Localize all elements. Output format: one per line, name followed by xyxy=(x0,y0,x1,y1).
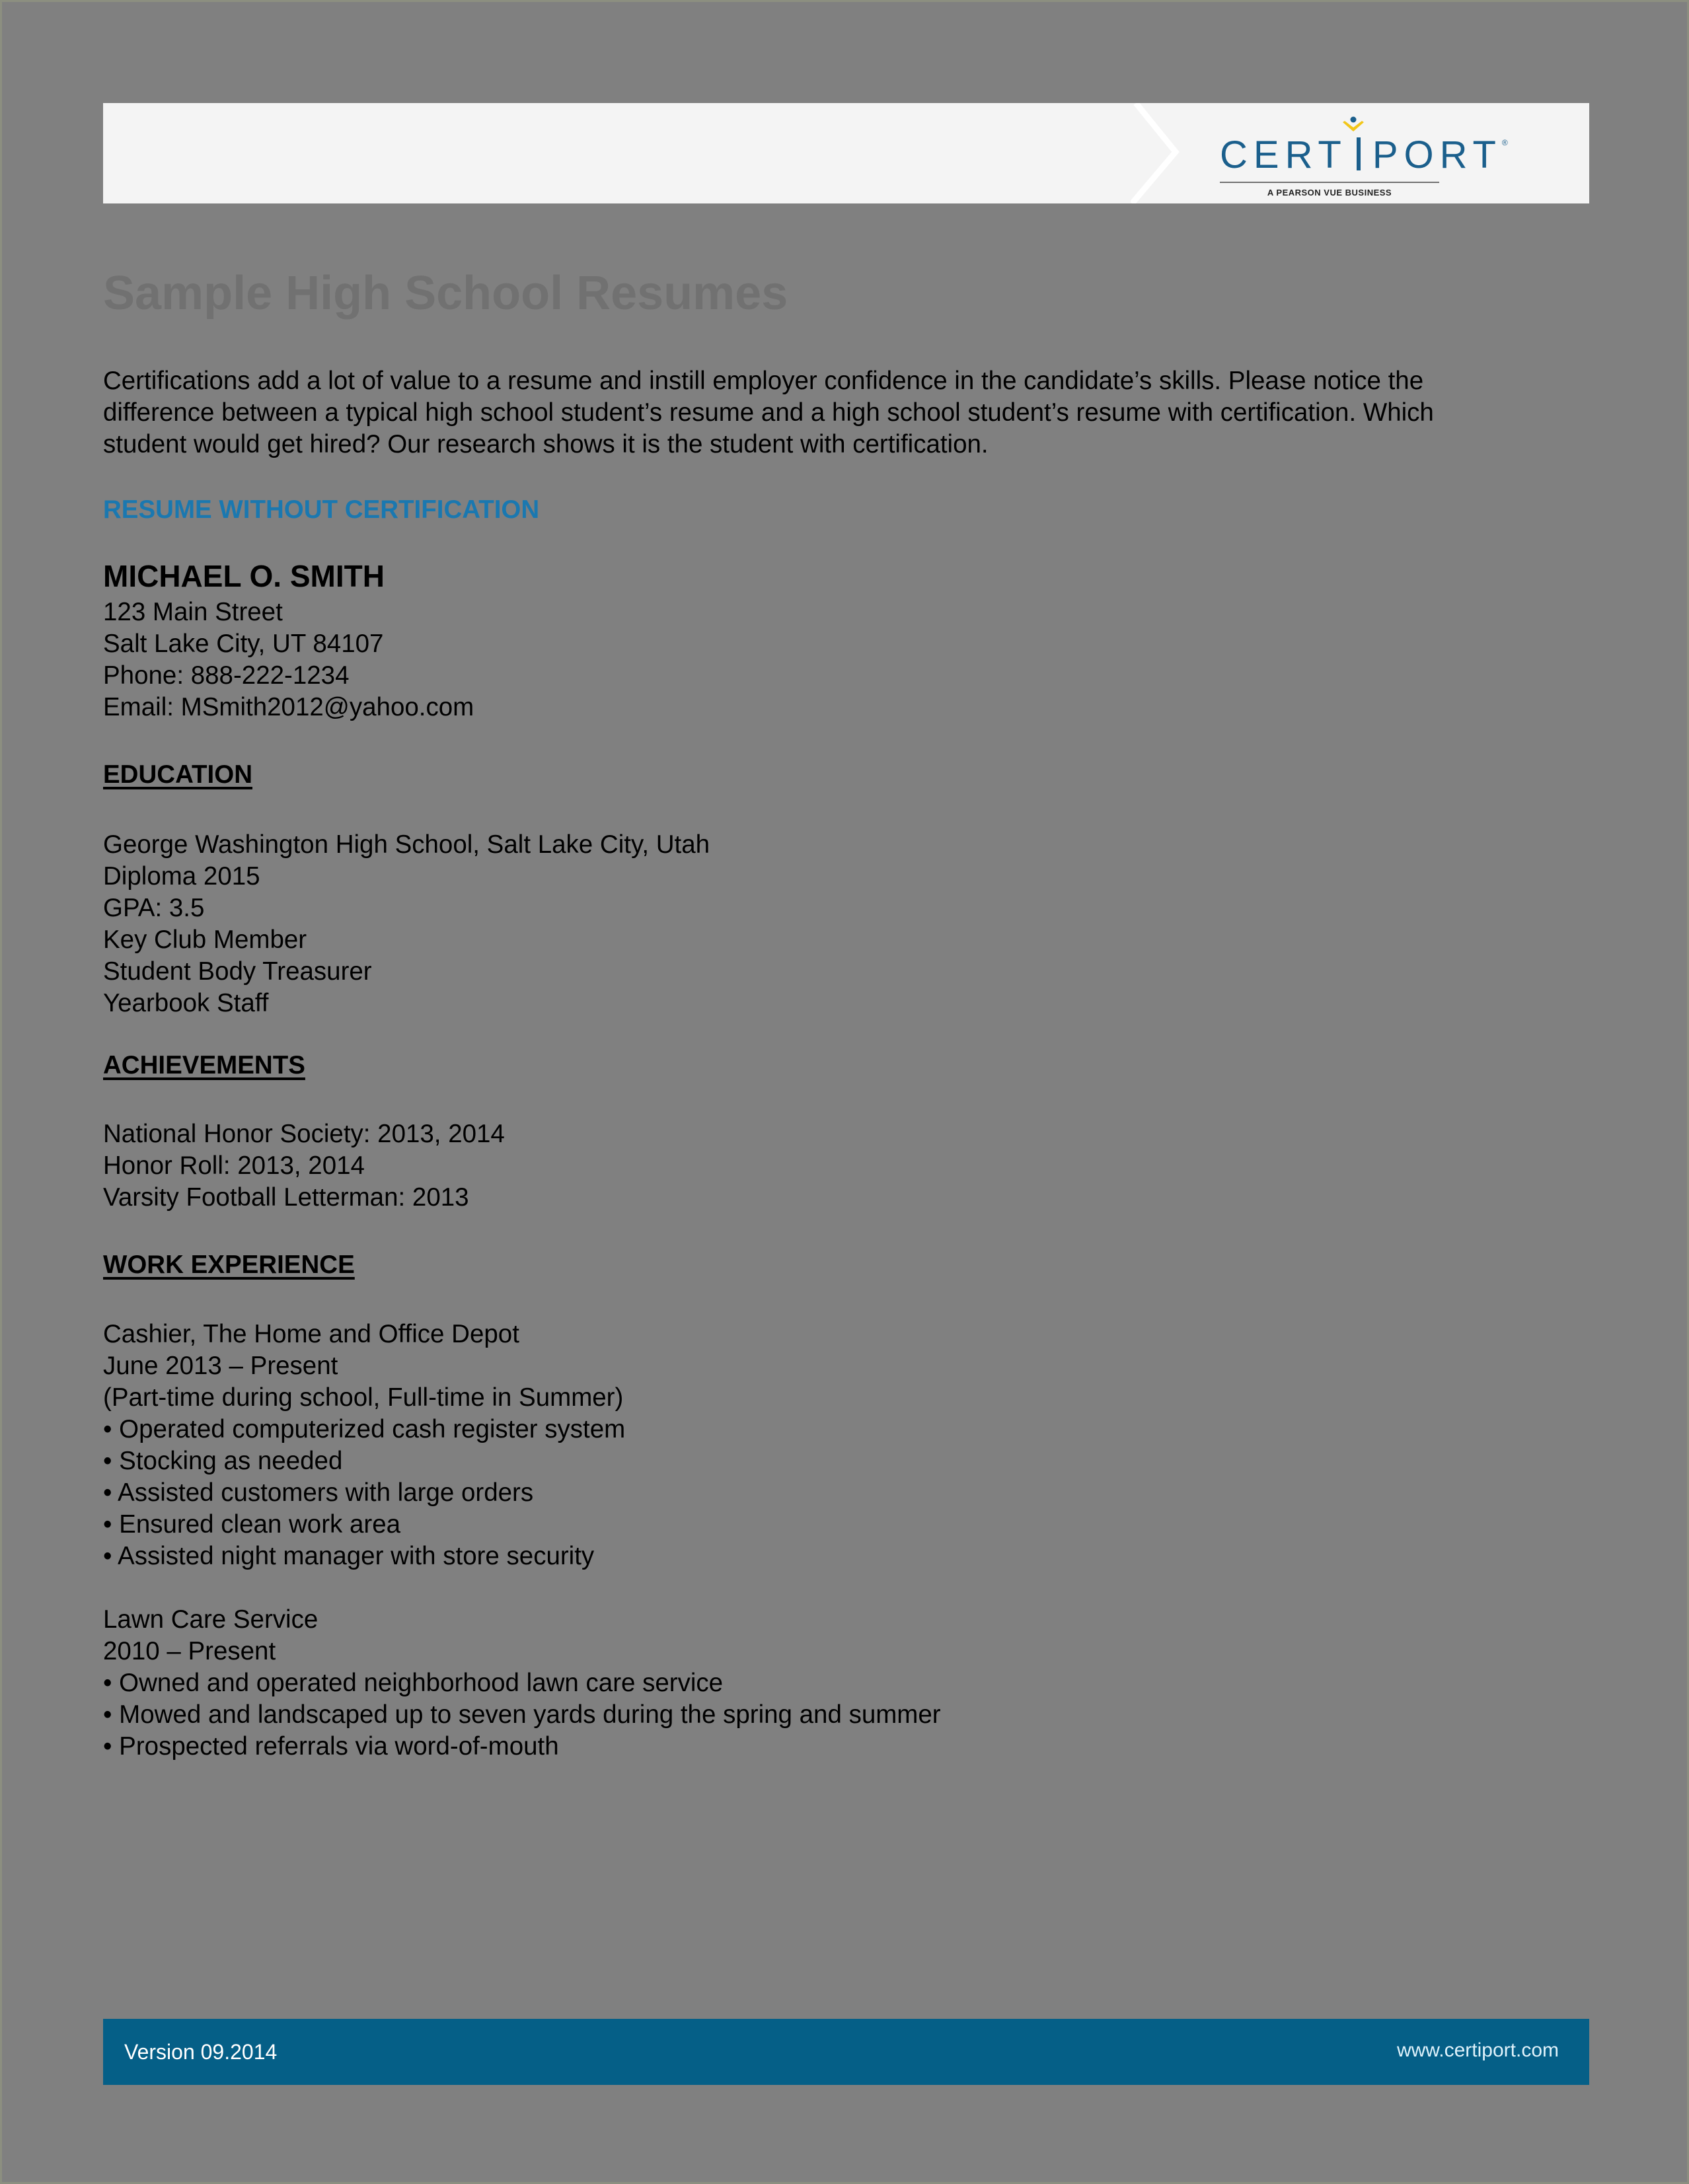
job-bullet: • Prospected referrals via word-of-mouth xyxy=(103,1732,559,1761)
certiport-logo xyxy=(1220,116,1508,198)
address-line: 123 Main Street xyxy=(103,598,283,626)
version-label: Version 09.2014 xyxy=(124,2040,278,2064)
logo-divider xyxy=(1220,182,1439,183)
work-experience-heading: WORK EXPERIENCE xyxy=(103,1251,355,1279)
education-list xyxy=(103,829,710,1019)
contact-block xyxy=(103,597,474,723)
job-schedule: (Part-time during school, Full-time in Summer) xyxy=(103,1383,624,1412)
achievement-item: National Honor Society: 2013, 2014 xyxy=(103,1120,505,1148)
job-title: Lawn Care Service xyxy=(103,1605,319,1634)
resume-subheading: RESUME WITHOUT CERTIFICATION xyxy=(103,495,540,524)
job-lawn-care xyxy=(103,1604,941,1763)
education-item: Diploma 2015 xyxy=(103,862,260,891)
education-item: Yearbook Staff xyxy=(103,989,269,1017)
logo-wordmark-right: PORT xyxy=(1372,133,1502,176)
chevron-decoration-icon xyxy=(1131,103,1190,203)
intro-line: student would get hired? Our research shows it is the student with certification. xyxy=(103,430,989,458)
logo-wordmark-left: CERT xyxy=(1220,133,1347,176)
job-bullet: • Assisted night manager with store security xyxy=(103,1542,595,1570)
candidate-name: MICHAEL O. SMITH xyxy=(103,559,385,593)
achievement-item: Honor Roll: 2013, 2014 xyxy=(103,1151,365,1180)
achievement-item: Varsity Football Letterman: 2013 xyxy=(103,1183,469,1212)
page-title: Sample High School Resumes xyxy=(103,267,788,320)
achievements-list xyxy=(103,1118,505,1214)
logo-wordmark xyxy=(1220,133,1508,176)
job-dates: 2010 – Present xyxy=(103,1637,276,1665)
education-item: GPA: 3.5 xyxy=(103,894,205,922)
intro-paragraph xyxy=(103,365,1589,460)
header-band xyxy=(103,103,1589,203)
job-bullet: • Mowed and landscaped up to seven yards during the spring and summer xyxy=(103,1700,941,1729)
footer-bar xyxy=(103,2019,1589,2085)
job-title: Cashier, The Home and Office Depot xyxy=(103,1320,519,1348)
intro-line: Certifications add a lot of value to a resume and instill employer confidence in the candidate’s skills. Please notice the xyxy=(103,367,1424,395)
logo-i-stem xyxy=(1357,137,1361,170)
job-dates: June 2013 – Present xyxy=(103,1352,338,1380)
education-item: Key Club Member xyxy=(103,926,307,954)
registered-mark: ® xyxy=(1501,138,1508,147)
logo-tagline: A PEARSON VUE BUSINESS xyxy=(1267,188,1392,198)
job-cashier xyxy=(103,1319,625,1572)
education-heading: EDUCATION xyxy=(103,760,252,789)
phone-line: Phone: 888-222-1234 xyxy=(103,661,350,690)
job-bullet: • Operated computerized cash register system xyxy=(103,1415,626,1443)
job-bullet: • Stocking as needed xyxy=(103,1447,343,1475)
achievements-heading: ACHIEVEMENTS xyxy=(103,1051,305,1079)
website-link[interactable]: www.certiport.com xyxy=(1396,2039,1559,2061)
intro-line: difference between a typical high school student’s resume and a high school student’s resume with certification. Which xyxy=(103,398,1434,427)
city-line: Salt Lake City, UT 84107 xyxy=(103,630,384,658)
email-line: Email: MSmith2012@yahoo.com xyxy=(103,693,474,721)
job-bullet: • Assisted customers with large orders xyxy=(103,1478,534,1507)
education-item: Student Body Treasurer xyxy=(103,957,372,986)
education-item: George Washington High School, Salt Lake City, Utah xyxy=(103,830,710,859)
job-bullet: • Owned and operated neighborhood lawn care service xyxy=(103,1669,724,1697)
job-bullet: • Ensured clean work area xyxy=(103,1510,401,1539)
